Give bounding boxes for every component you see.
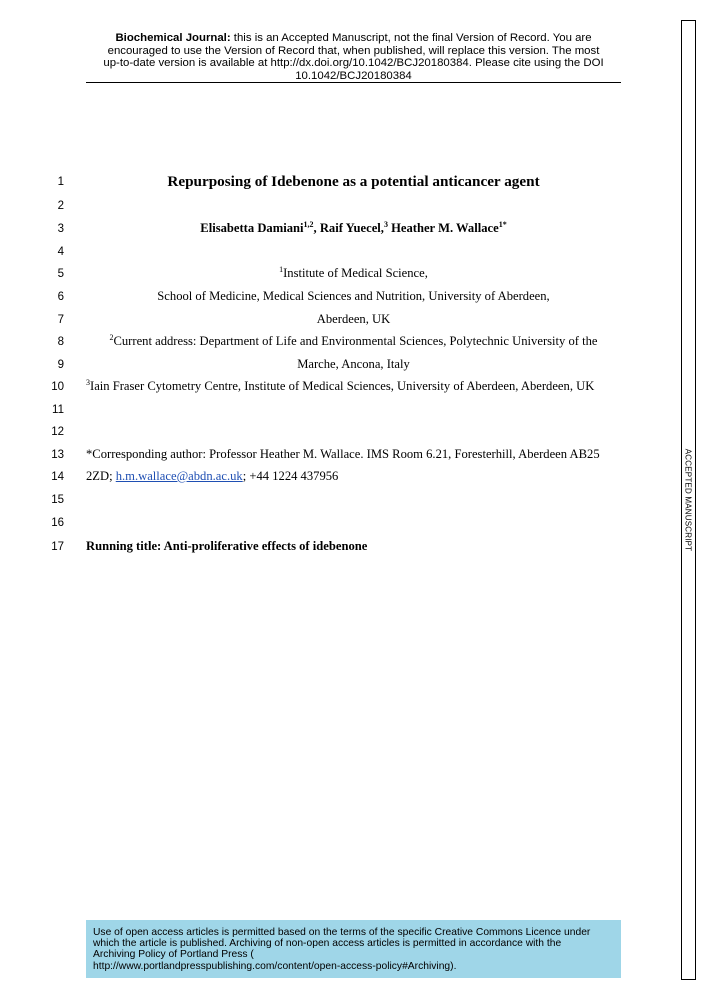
corresponding-author: *Corresponding author: Professor Heather M. Wallace. IMS Room 6.21, Foresterhill, Aberdeen AB25 bbox=[86, 447, 600, 461]
affiliation-line: $^1$Institute of Medical Science, bbox=[279, 265, 428, 280]
author-affiliation-mark: 3 bbox=[383, 220, 388, 229]
line-number: 7 bbox=[57, 314, 64, 326]
accepted-manuscript-label: ACCEPTED MANUSCRIPT bbox=[683, 448, 693, 552]
line-number: 3 bbox=[57, 223, 64, 235]
license-notice bbox=[86, 920, 621, 978]
manuscript-notice bbox=[86, 32, 621, 82]
author-name: Elisabetta Damiani bbox=[200, 221, 304, 235]
email-link[interactable]: h.m.wallace@abdn.ac.uk bbox=[115, 469, 243, 483]
license-text: Use of open access articles is permitted based on the terms of the specific Creative Commons Licence under bbox=[93, 927, 591, 938]
affiliation-mark: 1 bbox=[279, 265, 284, 274]
author-affiliation-mark: 1* bbox=[498, 220, 507, 229]
line-number: 2 bbox=[57, 200, 64, 212]
affiliation-line: Marche, Ancona, Italy bbox=[297, 357, 410, 371]
line-number: 10 bbox=[51, 381, 64, 393]
line-number: 6 bbox=[57, 291, 64, 303]
notice-text: encouraged to use the Version of Record that, when published, will replace this version. The most bbox=[107, 44, 600, 57]
author-name: , Raif Yuecel, bbox=[313, 221, 384, 235]
running-title: Running title: Anti-proliferative effects of idebenone bbox=[86, 539, 368, 553]
license-text: which the article is published. Archiving of non-open access articles is permitted in accordance with the bbox=[93, 938, 562, 950]
affiliation-line: Aberdeen, UK bbox=[316, 312, 391, 326]
affiliation-line: $^2$Current address: Department of Life and Environmental Sciences, Polytechnic University of the bbox=[109, 333, 598, 348]
affiliation-mark: 2 bbox=[109, 333, 114, 342]
notice-text: up-to-date version is available at http://dx.doi.org/10.1042/BCJ20180384. Please cite using the DOI bbox=[103, 57, 604, 70]
journal-name: Biochemical Journal: bbox=[115, 32, 231, 44]
line-number: 14 bbox=[51, 471, 64, 483]
paper-title: Repurposing of Idebenone as a potential anticancer agent bbox=[167, 173, 540, 190]
author-list bbox=[86, 221, 621, 236]
line-number: 12 bbox=[51, 426, 64, 438]
line-number: 17 bbox=[51, 541, 64, 553]
archiving-policy-link[interactable]: http://www.portlandpresspublishing.com/content/open-access-policy#Archiving). bbox=[93, 960, 457, 972]
affiliation-mark: 3 bbox=[86, 378, 90, 387]
license-text: Archiving Policy of Portland Press ( bbox=[93, 949, 254, 961]
line-number: 8 bbox=[57, 336, 64, 348]
line-number: 9 bbox=[57, 359, 64, 371]
line-number: 1 bbox=[57, 176, 64, 188]
line-number: 4 bbox=[57, 246, 64, 258]
line-number: 5 bbox=[57, 268, 64, 280]
line-number: 11 bbox=[52, 404, 64, 416]
notice-text: this is an Accepted Manuscript, not the final Version of Record. You are bbox=[230, 32, 592, 44]
line-number: 15 bbox=[51, 494, 64, 506]
corresponding-contact: 2ZD; h.m.wallace@abdn.ac.uk; +44 1224 437956 bbox=[86, 469, 339, 483]
affiliation-line: School of Medicine, Medical Sciences and Nutrition, University of Aberdeen, bbox=[157, 289, 550, 303]
author-name: Heather M. Wallace bbox=[387, 221, 499, 235]
line-number: 16 bbox=[51, 517, 64, 529]
line-number: 13 bbox=[51, 449, 64, 461]
notice-doi: 10.1042/BCJ20180384 bbox=[295, 69, 412, 82]
affiliation-line: $^3$Iain Fraser Cytometry Centre, Institute of Medical Sciences, University of Aberdeen, Aberdeen, UK bbox=[86, 378, 595, 393]
author-affiliation-mark: 1,2 bbox=[303, 220, 314, 229]
header-divider bbox=[86, 82, 621, 83]
